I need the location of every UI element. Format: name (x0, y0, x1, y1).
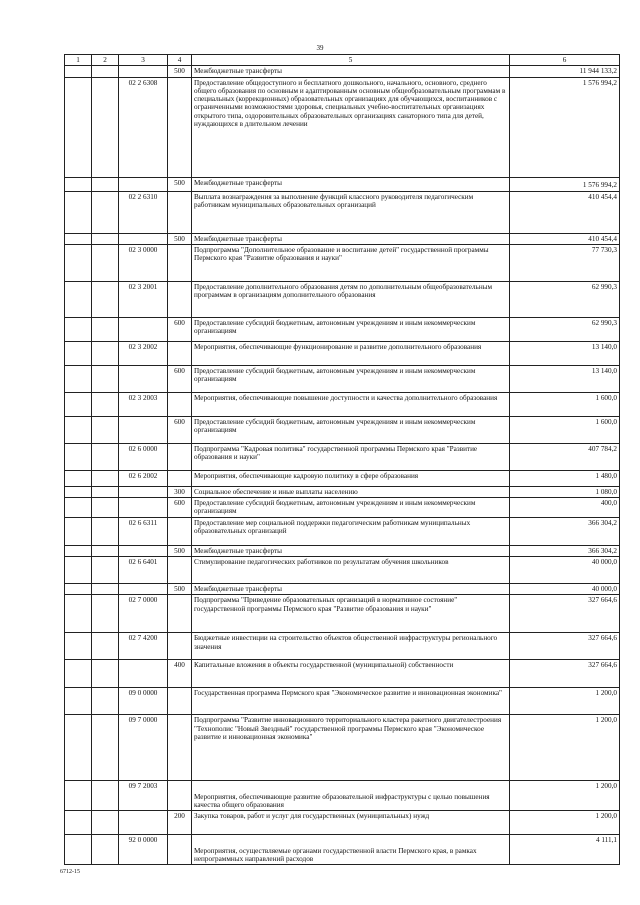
cell-col1 (65, 583, 92, 594)
cell-description: Капитальные вложения в объекты государственной (муниципальной) собственности (192, 660, 510, 688)
cell-col1 (65, 281, 92, 317)
cell-description: Мероприятия, обеспечивающие развитие образовательной инфраструктуры с целью повышения качества общего образования (192, 781, 510, 811)
cell-expense-type (168, 77, 192, 177)
cell-col1 (65, 233, 92, 244)
cell-col1 (65, 66, 92, 77)
table-row (65, 244, 620, 281)
cell-amount: 1 080,0 (510, 486, 620, 497)
cell-amount: 1 600,0 (510, 416, 620, 443)
cell-target-code: 02 6 2002 (119, 470, 168, 486)
cell-expense-type (168, 835, 192, 865)
cell-col2 (92, 233, 119, 244)
table-row (65, 341, 620, 365)
cell-col2 (92, 470, 119, 486)
cell-expense-type (168, 470, 192, 486)
cell-col2 (92, 545, 119, 556)
cell-description: Подпрограмма "Дополнительное образование и воспитание детей" государственной программы Пермского края "Развитие образования и науки" (192, 244, 510, 281)
table-row (65, 583, 620, 594)
cell-amount: 40 000,0 (510, 556, 620, 583)
cell-description: Выплата вознаграждения за выполнение функций классного руководителя педагогическим работникам муниципальных образовательных организаций (192, 191, 510, 233)
cell-col2 (92, 486, 119, 497)
cell-col2 (92, 66, 119, 77)
cell-amount: 327 664,6 (510, 633, 620, 660)
cell-amount: 62 990,3 (510, 281, 620, 317)
table-row (65, 486, 620, 497)
cell-col2 (92, 443, 119, 470)
table-row (65, 517, 620, 545)
cell-expense-type: 600 (168, 365, 192, 392)
table-row (65, 835, 620, 865)
cell-amount: 1 480,0 (510, 470, 620, 486)
cell-description: Предоставление мер социальной поддержки педагогическим работникам муниципальных образовательных организаций (192, 517, 510, 545)
cell-col1 (65, 556, 92, 583)
cell-target-code: 02 2 6308 (119, 77, 168, 177)
cell-amount: 1 200,0 (510, 688, 620, 715)
cell-description: Предоставление субсидий бюджетным, автономным учреждениям и иным некоммерческим организациям (192, 416, 510, 443)
cell-description: Предоставление субсидий бюджетным, автономным учреждениям и иным некоммерческим организациям (192, 365, 510, 392)
table-row (65, 498, 620, 518)
cell-target-code (119, 660, 168, 688)
cell-expense-type: 500 (168, 583, 192, 594)
table-row (65, 66, 620, 77)
cell-amount: 13 140,0 (510, 341, 620, 365)
cell-amount: 62 990,3 (510, 317, 620, 341)
cell-col1 (65, 715, 92, 781)
cell-expense-type (168, 633, 192, 660)
cell-col1 (65, 443, 92, 470)
page-number: 39 (316, 44, 324, 52)
table-row (65, 392, 620, 416)
cell-expense-type: 600 (168, 416, 192, 443)
cell-col1 (65, 688, 92, 715)
table-row (65, 688, 620, 715)
table-row (65, 660, 620, 688)
cell-target-code (119, 416, 168, 443)
cell-col2 (92, 392, 119, 416)
cell-expense-type (168, 715, 192, 781)
cell-col1 (65, 244, 92, 281)
cell-target-code (119, 811, 168, 835)
cell-amount: 400,0 (510, 498, 620, 518)
cell-description: Мероприятия, обеспечивающие функционирование и развитие дополнительного образования (192, 341, 510, 365)
cell-col2 (92, 556, 119, 583)
cell-target-code: 02 7 0000 (119, 595, 168, 633)
cell-col2 (92, 341, 119, 365)
cell-target-code (119, 365, 168, 392)
cell-description: Мероприятия, обеспечивающие кадровую политику в сфере образования (192, 470, 510, 486)
cell-description: Мероприятия, обеспечивающие повышение доступности и качества дополнительного образования (192, 392, 510, 416)
cell-col1 (65, 811, 92, 835)
cell-expense-type: 600 (168, 317, 192, 341)
cell-description: Мероприятия, осуществляемые органами государственной власти Пермского края, в рамках непрограммных направлений расходов (192, 835, 510, 865)
cell-amount: 40 000,0 (510, 583, 620, 594)
table-row (65, 556, 620, 583)
cell-expense-type (168, 392, 192, 416)
cell-description: Бюджетные инвестиции на строительство объектов общественной инфраструктуры регионального значения (192, 633, 510, 660)
column-header-1: 1 (65, 55, 92, 66)
cell-description: Стимулирование педагогических работников по результатам обучения школьников (192, 556, 510, 583)
cell-expense-type: 500 (168, 66, 192, 77)
column-header-4: 4 (168, 55, 192, 66)
cell-expense-type: 500 (168, 177, 192, 191)
table-row (65, 443, 620, 470)
cell-amount: 410 454,4 (510, 191, 620, 233)
cell-description: Подпрограмма "Кадровая политика" государственной программы Пермского края "Развитие образования и науки" (192, 443, 510, 470)
cell-col1 (65, 595, 92, 633)
cell-description: Межбюджетные трансферты (192, 545, 510, 556)
table-body (65, 66, 620, 865)
cell-description: Межбюджетные трансферты (192, 177, 510, 191)
cell-col1 (65, 191, 92, 233)
table-row (65, 177, 620, 191)
cell-expense-type (168, 595, 192, 633)
cell-expense-type: 600 (168, 498, 192, 518)
cell-col2 (92, 688, 119, 715)
cell-col1 (65, 835, 92, 865)
cell-col2 (92, 244, 119, 281)
cell-col1 (65, 341, 92, 365)
cell-description: Закупка товаров, работ и услуг для государственных (муниципальных) нужд (192, 811, 510, 835)
cell-col2 (92, 835, 119, 865)
cell-amount: 11 944 133,2 (510, 66, 620, 77)
table-row (65, 633, 620, 660)
cell-expense-type (168, 556, 192, 583)
cell-target-code (119, 498, 168, 518)
cell-col2 (92, 715, 119, 781)
cell-amount: 1 200,0 (510, 781, 620, 811)
cell-col2 (92, 177, 119, 191)
cell-expense-type: 200 (168, 811, 192, 835)
cell-col1 (65, 633, 92, 660)
cell-col2 (92, 811, 119, 835)
cell-col2 (92, 365, 119, 392)
cell-expense-type: 500 (168, 233, 192, 244)
cell-target-code: 02 3 2001 (119, 281, 168, 317)
cell-col1 (65, 660, 92, 688)
cell-description: Подпрограмма "Приведение образовательных организаций в нормативное состояние" государственной программы Пермского края "Развитие образования и науки" (192, 595, 510, 633)
table-row (65, 416, 620, 443)
cell-amount: 1 200,0 (510, 715, 620, 781)
cell-col2 (92, 781, 119, 811)
footer-code: 6712-15 (60, 869, 80, 875)
cell-description: Предоставление дополнительного образования детям по дополнительным общеобразовательным программам в организациям дополнительного образования (192, 281, 510, 317)
cell-col1 (65, 517, 92, 545)
cell-col1 (65, 486, 92, 497)
cell-expense-type (168, 688, 192, 715)
cell-target-code: 92 0 0000 (119, 835, 168, 865)
cell-description: Предоставление субсидий бюджетным, автономным учреждениям и иным некоммерческим организациям (192, 317, 510, 341)
cell-col1 (65, 365, 92, 392)
cell-col1 (65, 392, 92, 416)
cell-col2 (92, 77, 119, 177)
cell-description: Межбюджетные трансферты (192, 233, 510, 244)
cell-description: Межбюджетные трансферты (192, 66, 510, 77)
cell-target-code (119, 583, 168, 594)
cell-col2 (92, 416, 119, 443)
cell-col2 (92, 633, 119, 660)
cell-col2 (92, 281, 119, 317)
cell-target-code: 09 7 2003 (119, 781, 168, 811)
cell-target-code: 09 7 0000 (119, 715, 168, 781)
cell-col1 (65, 781, 92, 811)
cell-amount: 410 454,4 (510, 233, 620, 244)
cell-col1 (65, 545, 92, 556)
column-header-3: 3 (119, 55, 168, 66)
cell-col1 (65, 470, 92, 486)
cell-col2 (92, 595, 119, 633)
cell-amount: 366 304,2 (510, 545, 620, 556)
table-row (65, 233, 620, 244)
table-row (65, 365, 620, 392)
cell-expense-type (168, 781, 192, 811)
cell-expense-type (168, 443, 192, 470)
cell-amount: 1 576 994,2 (510, 77, 620, 177)
cell-description: Предоставление общедоступного и бесплатного дошкольного, начального, основного, среднего общего образования по основным и адаптированным основным общеобразовательным программам в специальных (коррекционных) образовательных организациях для обучающихся, воспитанников с ограниченными возможностями здоровья, специальных учебно-воспитательных организациях открытого типа, оздоровительных образовательных организациях санаторного типа для детей, нуждающихся в длительном лечении (192, 77, 510, 177)
cell-amount: 13 140,0 (510, 365, 620, 392)
cell-expense-type (168, 244, 192, 281)
budget-table (64, 54, 620, 865)
cell-target-code (119, 486, 168, 497)
cell-target-code (119, 66, 168, 77)
cell-target-code (119, 545, 168, 556)
column-header-2: 2 (92, 55, 119, 66)
cell-col1 (65, 77, 92, 177)
table-row (65, 595, 620, 633)
cell-description: Социальное обеспечение и иные выплаты населению (192, 486, 510, 497)
cell-col1 (65, 177, 92, 191)
table-row (65, 470, 620, 486)
table-row (65, 811, 620, 835)
cell-description: Предоставление субсидий бюджетным, автономным учреждениям и иным некоммерческим организациям (192, 498, 510, 518)
table-row (65, 781, 620, 811)
cell-description: Межбюджетные трансферты (192, 583, 510, 594)
cell-target-code (119, 233, 168, 244)
cell-expense-type (168, 191, 192, 233)
cell-col2 (92, 517, 119, 545)
cell-target-code: 02 3 2003 (119, 392, 168, 416)
cell-expense-type (168, 281, 192, 317)
cell-target-code (119, 317, 168, 341)
cell-col2 (92, 317, 119, 341)
cell-target-code: 02 3 2002 (119, 341, 168, 365)
cell-amount: 4 111,1 (510, 835, 620, 865)
table-row (65, 317, 620, 341)
cell-col2 (92, 191, 119, 233)
cell-expense-type: 300 (168, 486, 192, 497)
table-row (65, 77, 620, 177)
table-row (65, 281, 620, 317)
cell-expense-type (168, 517, 192, 545)
cell-col1 (65, 498, 92, 518)
table-row (65, 191, 620, 233)
cell-target-code: 02 6 6311 (119, 517, 168, 545)
column-header-6: 6 (510, 55, 620, 66)
cell-target-code: 02 6 0000 (119, 443, 168, 470)
cell-col2 (92, 498, 119, 518)
cell-amount: 327 664,6 (510, 660, 620, 688)
table-row (65, 545, 620, 556)
cell-target-code: 09 0 0000 (119, 688, 168, 715)
cell-col1 (65, 317, 92, 341)
cell-expense-type: 400 (168, 660, 192, 688)
cell-description: Государственная программа Пермского края "Экономическое развитие и инновационная экономика" (192, 688, 510, 715)
cell-expense-type (168, 341, 192, 365)
cell-target-code: 02 6 6401 (119, 556, 168, 583)
cell-expense-type: 500 (168, 545, 192, 556)
cell-amount: 327 664,6 (510, 595, 620, 633)
cell-target-code: 02 2 6310 (119, 191, 168, 233)
cell-amount: 77 730,3 (510, 244, 620, 281)
table-row (65, 715, 620, 781)
cell-description: Подпрограмма "Развитие инновационного территориального кластера ракетного двигателестроения "Технополис "Новый Звездный" государственной программы Пермского края "Экономическое развитие и инновационная экономика" (192, 715, 510, 781)
cell-amount: 407 784,2 (510, 443, 620, 470)
cell-col2 (92, 583, 119, 594)
cell-col2 (92, 660, 119, 688)
cell-amount: 366 304,2 (510, 517, 620, 545)
cell-target-code (119, 177, 168, 191)
cell-amount: 1 600,0 (510, 392, 620, 416)
cell-amount: 1 200,0 (510, 811, 620, 835)
cell-col1 (65, 416, 92, 443)
column-header-5: 5 (192, 55, 510, 66)
cell-target-code: 02 3 0000 (119, 244, 168, 281)
cell-amount: 1 576 994,2 (510, 177, 620, 191)
table-header-row (65, 55, 620, 66)
cell-target-code: 02 7 4200 (119, 633, 168, 660)
